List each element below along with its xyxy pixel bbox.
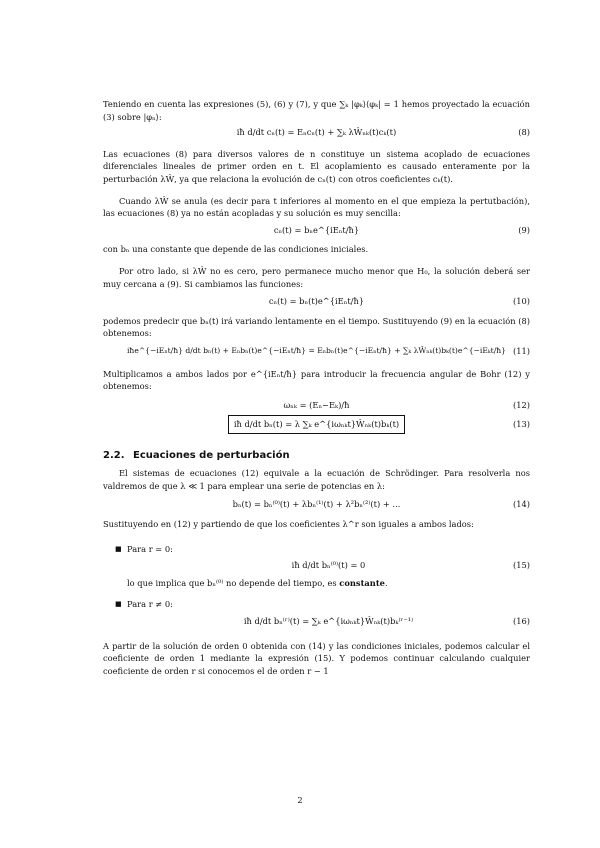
equation-number: (9): [518, 224, 530, 235]
paragraph-text: Multiplicamos a ambos lados por e^{iEₙt/ħ} para introducir la frecuencia angular de Bohr (12) y obtenemos:: [103, 368, 530, 392]
section-title: Ecuaciones de perturbación: [133, 449, 290, 461]
page-content: [103, 98, 530, 678]
paragraph: [103, 518, 530, 531]
paragraph: [103, 265, 530, 290]
equation-body: iħ d/dt bₙ⁽⁰⁾(t) = 0: [291, 560, 366, 571]
paragraph: [103, 640, 530, 678]
equation-10: [103, 295, 530, 308]
paragraph-text: Por otro lado, si λŴ no es cero, pero permanece mucho menor que H₀, la solución deberá ser muy cercana a (9). Si cambiamos las funciones:: [103, 265, 530, 289]
equation-number: (15): [512, 560, 530, 571]
equation-body: iħ d/dt bₙ⁽ʳ⁾(t) = ∑ₖ e^{iωₙₖt}Ŵₙₖ(t)bₖ⁽ʳ⁻¹⁾: [243, 616, 414, 627]
bullet-icon: ■: [115, 599, 122, 608]
page-number: 2: [297, 795, 303, 805]
equation-number: (10): [512, 296, 530, 307]
equation-12: [103, 399, 530, 412]
equation-body: ωₙₖ = (Eₙ−Eₖ)/ħ: [283, 399, 350, 410]
paragraph: [103, 467, 530, 492]
equation-body: iħe^{−iEₙt/ħ} d/dt bₙ(t) + Eₙbₙ(t)e^{−iEₙt/ħ} = Eₙbₙ(t)e^{−iEₙt/ħ} + ∑ₖ λŴₙₖ(t)bₖ(t)e^{−iEₖt/ħ}: [127, 345, 506, 355]
equation-8: [103, 126, 530, 139]
equation-9: [103, 224, 530, 237]
paragraph-text: Cuando λŴ se anula (es decir para t inferiores al momento en el que empieza la pertutbación), las ecuaciones (8) ya no están acopladas y su solución es muy sencilla:: [103, 195, 530, 219]
boxed-equation: iħ d/dt bₙ(t) = λ ∑ₖ e^{iωₙₖt}Ŵₙₖ(t)bₖ(t): [228, 415, 405, 434]
bullet-label: Para r ≠ 0:: [127, 598, 173, 609]
note-end: .: [384, 578, 388, 589]
equation-body: bₙ(t) = bₙ⁽⁰⁾(t) + λbₙ⁽¹⁾(t) + λ²bₙ⁽²⁾(t) + ...: [232, 498, 401, 509]
section-number: 2.2.: [103, 449, 125, 461]
equation-number: (8): [518, 127, 530, 138]
paragraph: [103, 315, 530, 340]
paragraph-text: con bₙ una constante que depende de las condiciones iniciales.: [103, 244, 369, 255]
equation-14: [103, 498, 530, 511]
equation-16: [127, 615, 530, 628]
bullet-list: [103, 543, 530, 628]
section-heading: [103, 450, 530, 463]
paragraph: [103, 243, 530, 256]
note-bold: constante: [339, 578, 385, 589]
paragraph-text: Las ecuaciones (8) para diversos valores de n constituye un sistema acoplado de ecuaciones diferenciales lineales de primer orden en t. El acoplamiento es causado enteramente por la perturbación λŴ, ya que relaciona la evolución de cₙ(t) con otros coeficientes cₖ(t).: [103, 148, 530, 184]
equation-number: (11): [512, 345, 530, 356]
paragraph: [103, 148, 530, 186]
equation-11: [103, 345, 530, 358]
bullet-icon: ■: [115, 544, 122, 553]
paragraph-text: Sustituyendo en (12) y partiendo de que los coeficientes λ^r son iguales a ambos lados:: [103, 519, 474, 530]
paragraph: [103, 368, 530, 393]
bullet-label: Para r = 0:: [127, 543, 173, 554]
equation-body: cₙ(t) = bₙ(t)e^{iEₙt/ħ}: [268, 296, 365, 307]
paragraph-text: El sistemas de ecuaciones (12) equivale a la ecuación de Schrödinger. Para resolverla nos valdremos de que λ ≪ 1 para emplear una serie de potencias en λ:: [103, 468, 530, 492]
list-item: [103, 543, 530, 590]
paragraph: [103, 195, 530, 220]
note-text: lo que implica que bₙ⁽⁰⁾ no depende del tiempo, es: [127, 578, 340, 589]
equation-body: iħ d/dt cₙ(t) = Eₙcₙ(t) + ∑ₖ λŴₙₖ(t)cₖ(t): [236, 127, 397, 138]
paragraph-text: Teniendo en cuenta las expresiones (5), (6) y (7), y que ∑ₖ |φₖ⟩⟨φₖ| = 1 hemos proyectado la ecuación (3) sobre |φₙ⟩:: [103, 99, 530, 122]
equation-number: (14): [512, 498, 530, 509]
paragraph-text: podemos predecir que bₙ(t) irá variando lentamente en el tiempo. Sustituyendo (9) en la ecuación (8) obtenemos:: [103, 315, 530, 339]
list-item: [103, 598, 530, 628]
equation-body: cₙ(t) = bₙe^{iEₙt/ħ}: [273, 224, 360, 235]
paragraph: [103, 98, 530, 123]
equation-13: [103, 415, 530, 434]
equation-number: (16): [512, 616, 530, 627]
equation-15: [127, 559, 530, 572]
bullet-note: [127, 577, 530, 590]
paragraph-text: A partir de la solución de orden 0 obtenida con (14) y las condiciones iniciales, podemos calcular el coeficiente de orden 1 mediante la expresión (15). Y podemos continuar calculando cualquier coeficiente de orden r si conocemos el de orden r − 1: [103, 640, 530, 676]
equation-number: (12): [512, 399, 530, 410]
equation-number: (13): [512, 419, 530, 430]
